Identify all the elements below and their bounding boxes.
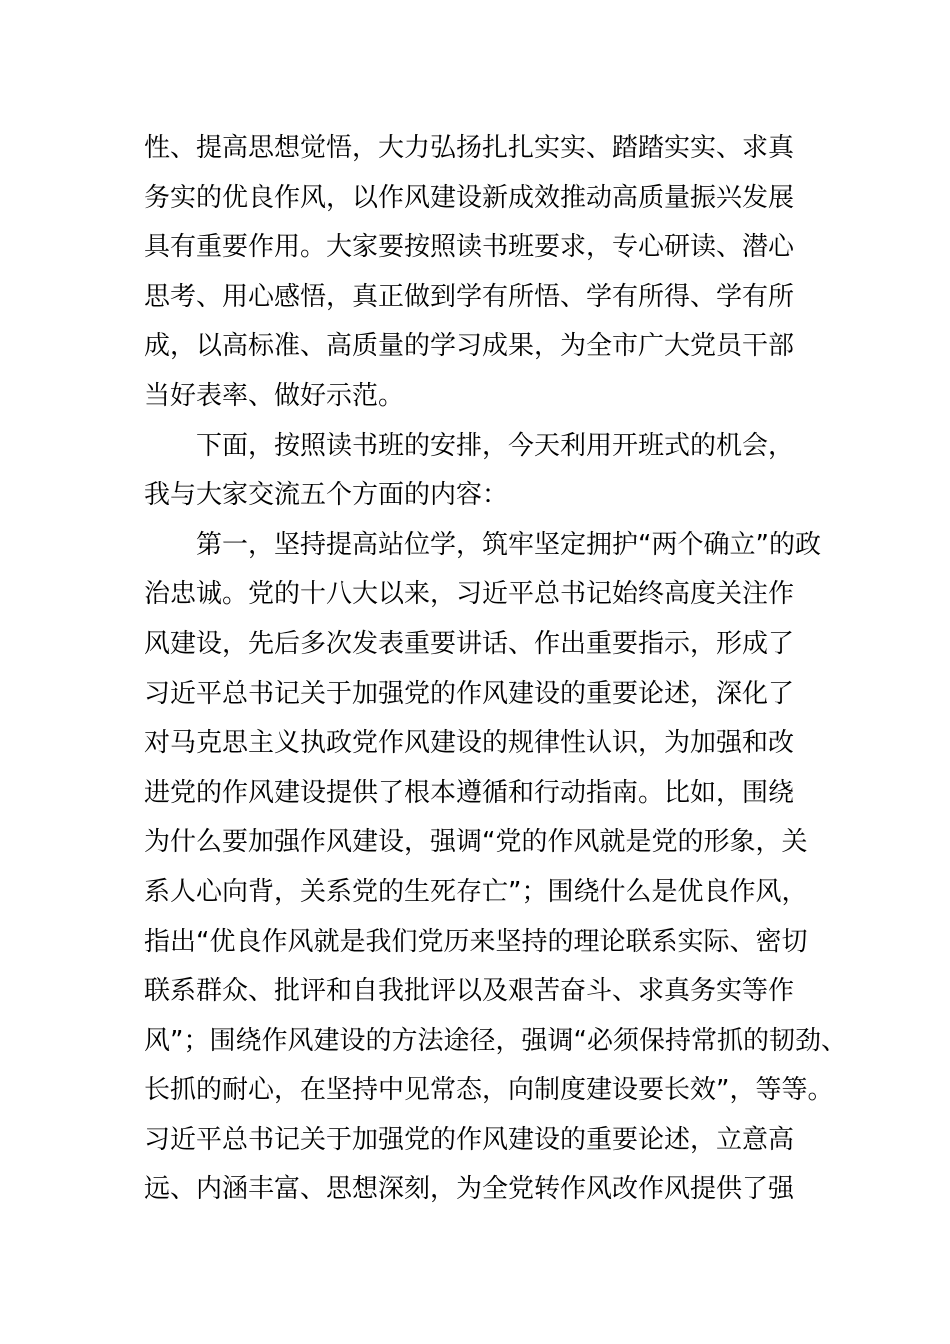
text-line: 我与大家交流五个方面的内容： xyxy=(144,480,509,511)
paragraph xyxy=(144,521,847,1215)
text-line: 下面，按照读书班的安排，今天利用开班式的机会， xyxy=(196,430,795,461)
text-line: 联系群众、批评和自我批评以及艰苦奋斗、求真务实等作 xyxy=(144,976,795,1007)
text-line: 系人心向背，关系党的生死存亡”；围绕什么是优良作风， xyxy=(144,876,808,907)
paragraph xyxy=(144,124,824,422)
document-body xyxy=(144,124,847,1215)
text-line: 治忠诚。党的十八大以来，习近平总书记始终高度关注作 xyxy=(144,579,795,610)
text-line: 指出“优良作风就是我们党历来坚持的理论联系实际、密切 xyxy=(144,926,808,957)
text-line: 习近平总书记关于加强党的作风建设的重要论述，深化了 xyxy=(144,678,795,709)
text-line: 远、内涵丰富、思想深刻，为全党转作风改作风提供了强 xyxy=(144,1174,795,1205)
text-line: 第一，坚持提高站位学，筑牢坚定拥护“两个确立”的政 xyxy=(196,529,821,560)
text-line: 当好表率、做好示范。 xyxy=(144,380,405,411)
text-line: 进党的作风建设提供了根本遵循和行动指南。比如，围绕 xyxy=(144,777,795,808)
text-line: 长抓的耐心，在坚持中见常态，向制度建设要长效”，等等。 xyxy=(144,1075,834,1106)
text-line: 风”；围绕作风建设的方法途径，强调“必须保持常抓的韧劲、 xyxy=(144,1025,847,1056)
text-line: 对马克思主义执政党作风建设的规律性认识，为加强和改 xyxy=(144,728,795,759)
text-line: 性、提高思想觉悟，大力弘扬扎扎实实、踏踏实实、求真 xyxy=(144,133,795,163)
text-line: 风建设，先后多次发表重要讲话、作出重要指示，形成了 xyxy=(144,628,795,659)
text-line: 成，以高标准、高质量的学习成果，为全市广大党员干部 xyxy=(144,331,795,362)
text-line: 思考、用心感悟，真正做到学有所悟、学有所得、学有所 xyxy=(144,281,795,312)
text-line: 具有重要作用。大家要按照读书班要求，专心研读、潜心 xyxy=(144,232,795,263)
paragraph xyxy=(144,422,824,521)
text-line: 为什么要加强作风建设，强调“党的作风就是党的形象，关 xyxy=(144,827,808,858)
text-line: 习近平总书记关于加强党的作风建设的重要论述，立意高 xyxy=(144,1124,795,1155)
text-line: 务实的优良作风，以作风建设新成效推动高质量振兴发展 xyxy=(144,182,795,213)
